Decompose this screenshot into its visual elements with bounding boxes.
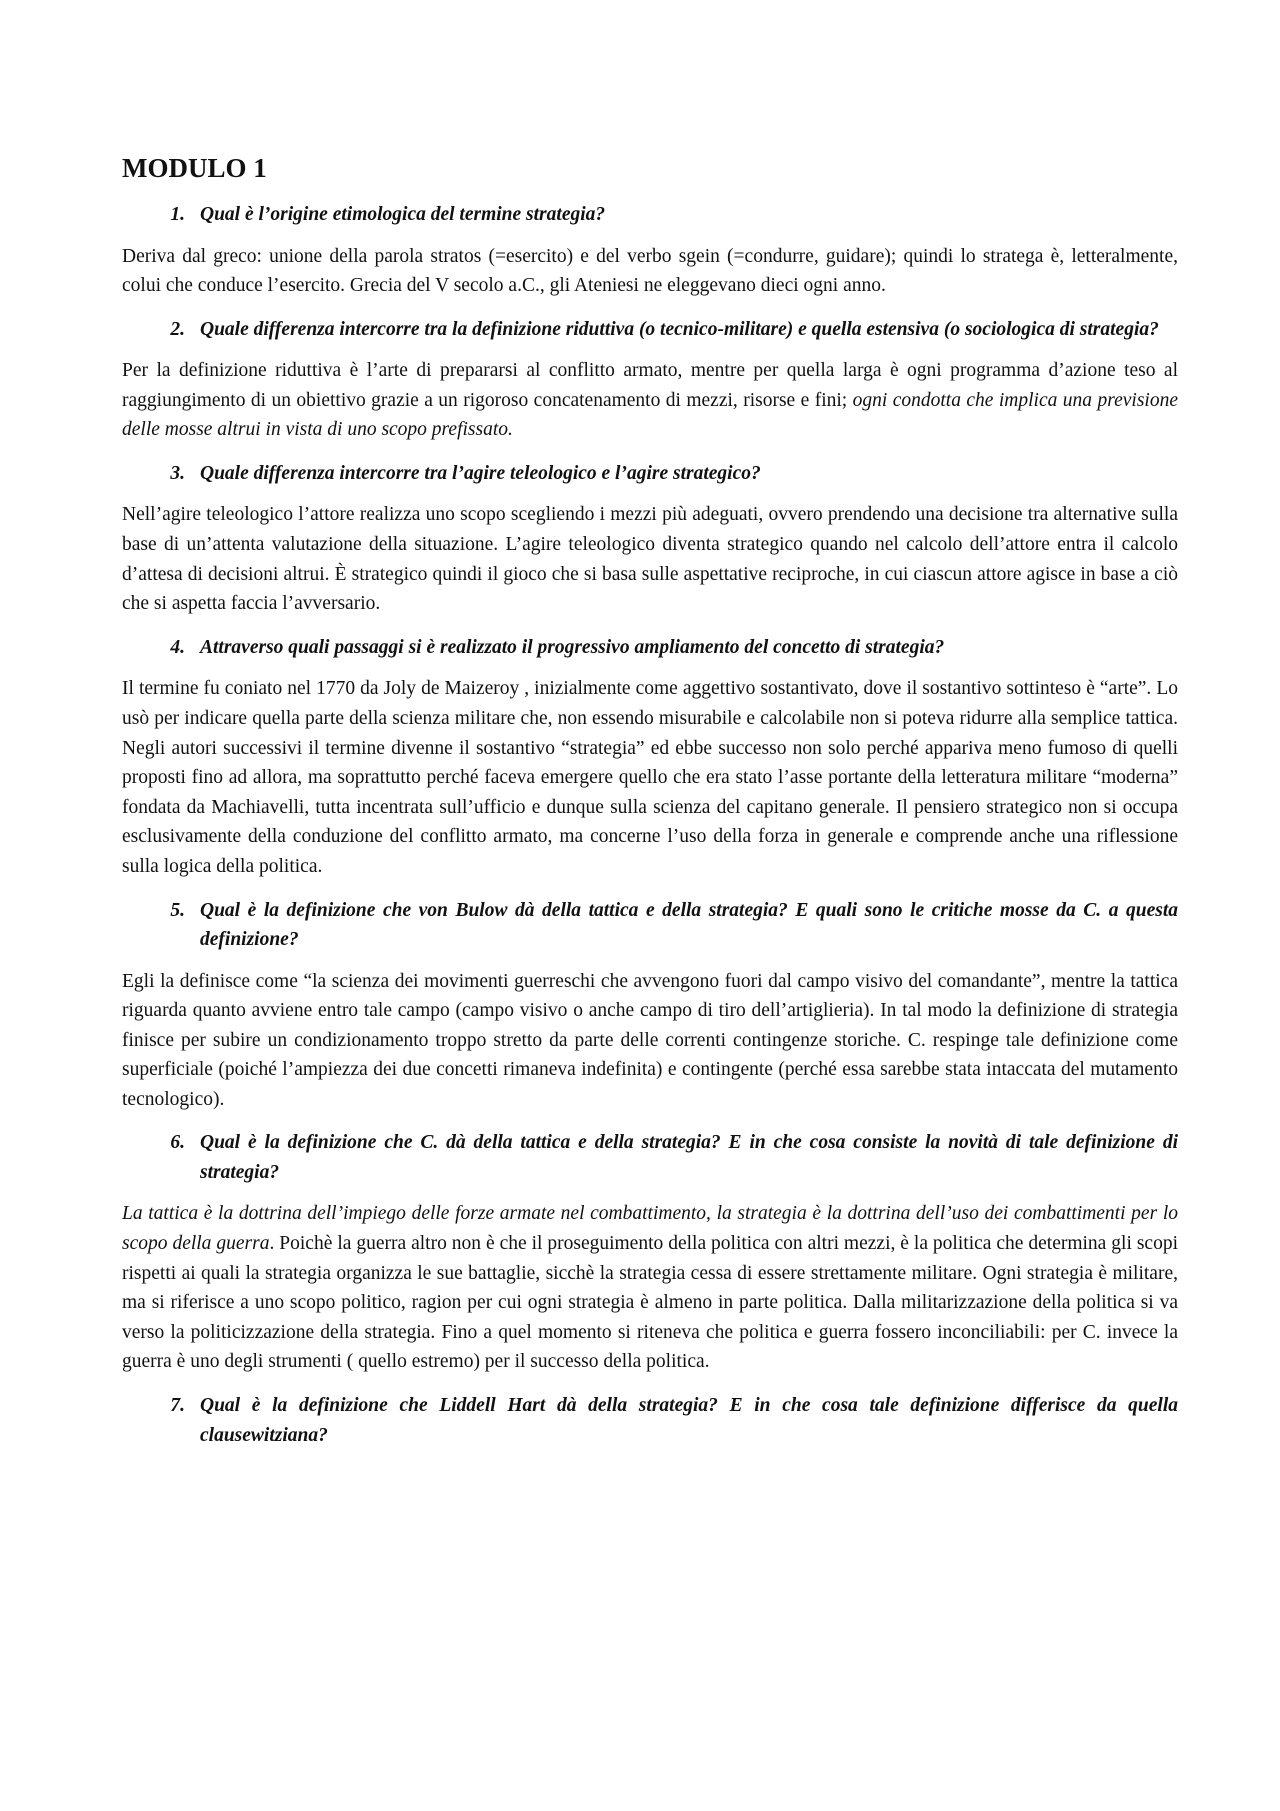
answer-text-italic: ogni condotta che implica una previsione delle mosse altrui in vista di uno scopo prefissato. bbox=[122, 389, 1178, 441]
question-heading bbox=[122, 1391, 1178, 1450]
document-page bbox=[122, 150, 1178, 1462]
question-text: Qual è la definizione che von Bulow dà della tattica e della strategia? E quali sono le critiche mosse da C. a questa definizione? bbox=[200, 899, 1178, 950]
answer-text: Egli la definisce come “la scienza dei movimenti guerreschi che avvengono fuori dal campo visivo del comandante”, mentre la tattica riguarda quanto avviene entro tale campo (campo visivo o anche campo di tiro dell’artiglieria). In tal modo la definizione di strategia finisce per subire un condizionamento troppo stretto da parte delle correnti contingenze storiche. C. respinge tale definizione come superficiale (poiché l’ampiezza dei due concetti rimaneva indefinita) e contingente (perché essa sarebbe stata intaccata del mutamento tecnologico). bbox=[122, 970, 1178, 1110]
question-text: Quale differenza intercorre tra l’agire teleologico e l’agire strategico? bbox=[200, 462, 761, 484]
question-number: 3. bbox=[170, 462, 185, 484]
question-text: Qual è l’origine etimologica del termine strategia? bbox=[200, 204, 606, 225]
answer-text: Deriva dal greco: unione della parola stratos (=esercito) e del verbo sgein (=condurre, guidare); quindi lo stratega è, letteralmente, colui che conduce l’esercito. Grecia del V secolo a.C., gli Ateniesi ne eleggevano dieci ogni anno. bbox=[122, 245, 1178, 297]
sections bbox=[122, 200, 1178, 1450]
answer-paragraph bbox=[122, 242, 1178, 301]
question-heading bbox=[122, 200, 1178, 230]
question-number: 2. bbox=[170, 318, 185, 340]
answer-text: Per la definizione riduttiva è l’arte di prepararsi al conflitto armato, mentre per quella larga è ogni programma d’azione teso al raggiungimento di un obiettivo grazie a un rigoroso concatenamento di mezzi, risorse e fini; bbox=[122, 360, 1178, 411]
answer-text-italic: La tattica è la dottrina dell’impiego delle forze armate nel combattimento, la strategia è la dottrina dell’uso dei combattimenti per lo scopo della guerra bbox=[122, 1203, 1178, 1255]
question-number: 6. bbox=[170, 1132, 185, 1154]
answer-paragraph bbox=[122, 500, 1178, 618]
question-heading bbox=[122, 315, 1178, 345]
question-heading bbox=[122, 1128, 1178, 1187]
answer-paragraph bbox=[122, 674, 1178, 881]
answer-text: Il termine fu coniato nel 1770 da Joly de Maizeroy , inizialmente come aggettivo sostantivato, dove il sostantivo sottinteso è “arte”. Lo usò per indicare quella parte della scienza militare che, non essendo misurabile e calcolabile non si poteva ridurre alla semplice tattica. Negli autori successivi il termine divenne il sostantivo “strategia” ed ebbe successo non solo perché appariva meno fumoso di quelli proposti fino ad allora, ma soprattutto perché faceva emergere quello che era stato l’asse portante della letteratura militare “moderna” fondata da Machiavelli, tutta incentrata sull’ufficio e dunque sulla scienza del capitano generale. Il pensiero strategico non si occupa esclusivamente della conduzione del conflitto armato, ma concerne l’uso della forza in generale e comprende anche una riflessione sulla logica della politica. bbox=[122, 678, 1178, 877]
answer-paragraph bbox=[122, 356, 1178, 445]
question-text: Qual è la definizione che Liddell Hart dà della strategia? E in che cosa tale definizione differisce da quella clausewitziana? bbox=[200, 1395, 1178, 1446]
page-title: MODULO 1 bbox=[122, 153, 267, 183]
question-heading bbox=[122, 896, 1178, 955]
question-number: 4. bbox=[170, 636, 185, 658]
answer-paragraph bbox=[122, 967, 1178, 1115]
question-text: Quale differenza intercorre tra la definizione riduttiva (o tecnico-militare) e quella estensiva (o sociologica di strategia? bbox=[200, 318, 1159, 340]
question-text: Qual è la definizione che C. dà della tattica e della strategia? E in che cosa consiste la novità di tale definizione di strategia? bbox=[200, 1132, 1178, 1183]
question-number: 5. bbox=[170, 899, 185, 921]
question-text: Attraverso quali passaggi si è realizzato il progressivo ampliamento del concetto di strategia? bbox=[200, 636, 945, 658]
answer-text: . Poichè la guerra altro non è che il proseguimento della politica con altri mezzi, è la politica che determina gli scopi rispetti ai quali la strategia organizza le sue battaglie, sicchè la strategia cessa di essere strettamente militare. Ogni strategia è militare, ma si riferisce a uno scopo politico, ragion per cui ogni strategia è almeno in parte politica. Dalla militarizzazione della politica si va verso la politicizzazione della strategia. Fino a quel momento si riteneva che politica e guerra fossero inconciliabili: per C. invece la guerra è uno degli strumenti ( quello estremo) per il successo della politica. bbox=[122, 1233, 1178, 1373]
question-number: 7. bbox=[170, 1395, 185, 1417]
question-heading bbox=[122, 633, 1178, 663]
answer-paragraph bbox=[122, 1199, 1178, 1377]
question-number: 1. bbox=[170, 204, 185, 225]
answer-text: Nell’agire teleologico l’attore realizza uno scopo scegliendo i mezzi più adeguati, ovvero prendendo una decisione tra alternative sulla base di un’attenta valutazione della situazione. L’agire teleologico diventa strategico quando nel calcolo dell’attore entra il calcolo d’attesa di decisioni altrui. È strategico quindi il gioco che si basa sulle aspettative reciproche, in cui ciascun attore agisce in base a ciò che si aspetta faccia l’avversario. bbox=[122, 504, 1178, 615]
question-heading bbox=[122, 459, 1178, 489]
